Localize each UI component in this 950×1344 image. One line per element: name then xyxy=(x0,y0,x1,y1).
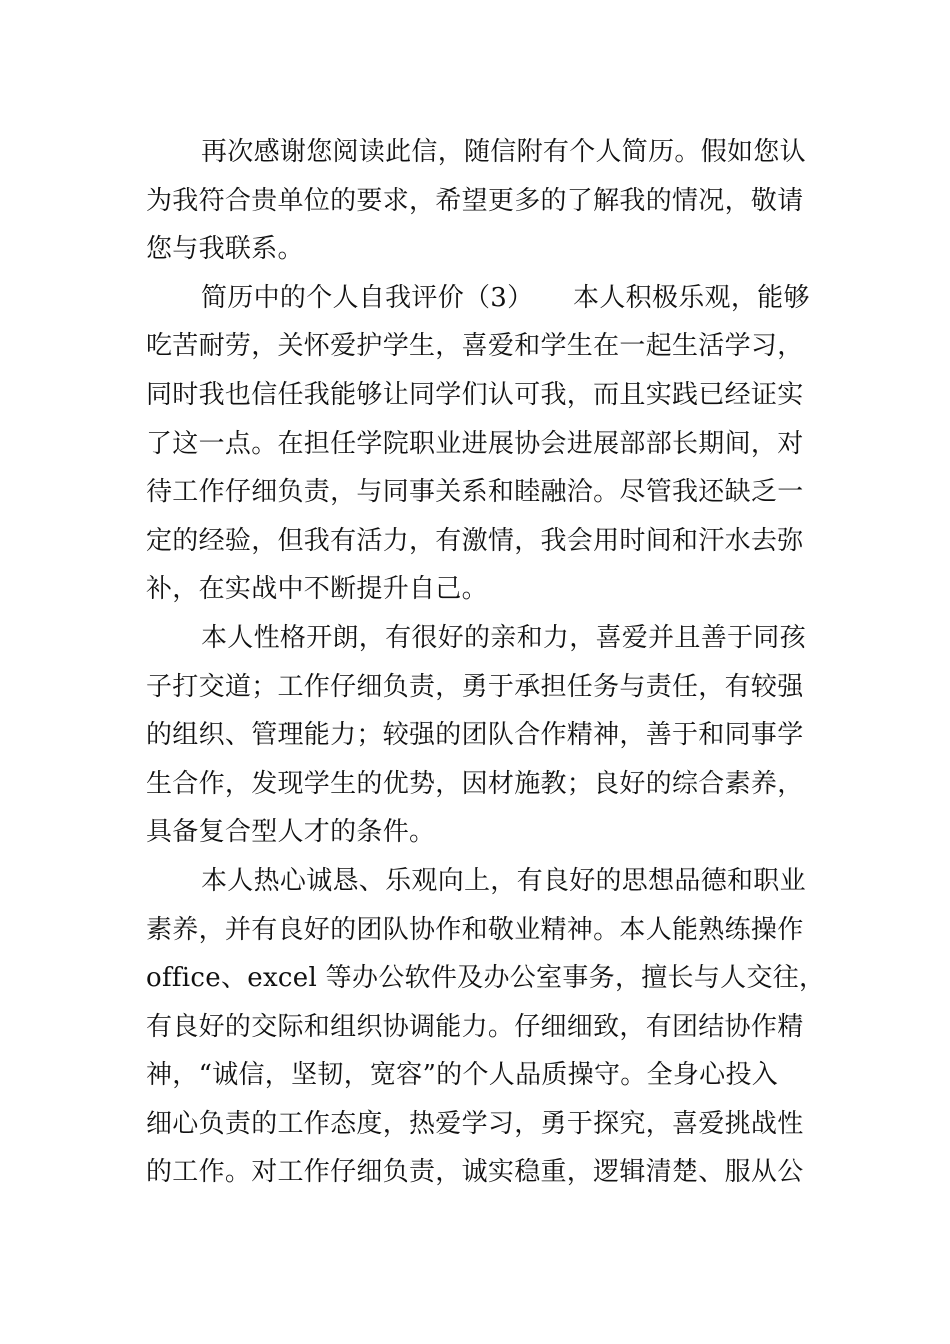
paragraph-line: 素养，并有良好的团队协作和敬业精神。本人能熟练操作 xyxy=(146,914,804,945)
paragraph-line: 生合作，发现学生的优势，因材施教；良好的综合素养， xyxy=(146,768,804,799)
paragraph-line: 子打交道；工作仔细负责，勇于承担任务与责任，有较强 xyxy=(146,671,804,702)
paragraph-line: 本人性格开朗，有很好的亲和力，喜爱并且善于同孩 xyxy=(201,622,806,653)
paragraph-line: 神，“诚信，坚韧，宽容”的个人品质操守。全身心投入 xyxy=(146,1060,779,1091)
paragraph-line: 细心负责的工作态度，热爱学习，勇于探究，喜爱挑战性 xyxy=(146,1108,804,1139)
paragraph-line: 了这一点。在担任学院职业进展协会进展部部长期间，对 xyxy=(146,428,804,459)
paragraph-line: 待工作仔细负责，与同事关系和睦融洽。尽管我还缺乏一 xyxy=(146,477,804,508)
paragraph-line: 本人热心诚恳、乐观向上，有良好的思想品德和职业 xyxy=(201,865,806,896)
document-body xyxy=(146,128,826,1197)
paragraph-line: 补，在实战中不断提升自己。 xyxy=(146,574,488,605)
paragraph-line: 定的经验，但我有活力，有激情，我会用时间和汗水去弥 xyxy=(146,525,804,556)
paragraph-line: 具备复合型人才的条件。 xyxy=(146,817,436,848)
paragraph-line: 的组织、管理能力；较强的团队合作精神，善于和同事学 xyxy=(146,720,804,751)
paragraph-line: 再次感谢您阅读此信，随信附有个人简历。假如您认 xyxy=(201,137,806,167)
paragraph-line: 吃苦耐劳，关怀爱护学生，喜爱和学生在一起生活学习， xyxy=(146,331,804,362)
paragraph-line: 您与我联系。 xyxy=(146,234,304,265)
paragraph-line: 有良好的交际和组织协调能力。仔细细致，有团结协作精 xyxy=(146,1011,804,1042)
paragraph-line: 的工作。对工作仔细负责，诚实稳重，逻辑清楚、服从公 xyxy=(146,1157,804,1188)
paragraph-line: 为我符合贵单位的要求，希望更多的了解我的情况，敬请 xyxy=(146,185,804,216)
paragraph-line: 同时我也信任我能够让同学们认可我，而且实践已经证实 xyxy=(146,379,804,410)
paragraph-line: 简历中的个人自我评价（3） 本人积极乐观，能够 xyxy=(201,282,810,313)
paragraph-line: office、excel 等办公软件及办公室事务，擅长与人交往， xyxy=(146,963,826,994)
